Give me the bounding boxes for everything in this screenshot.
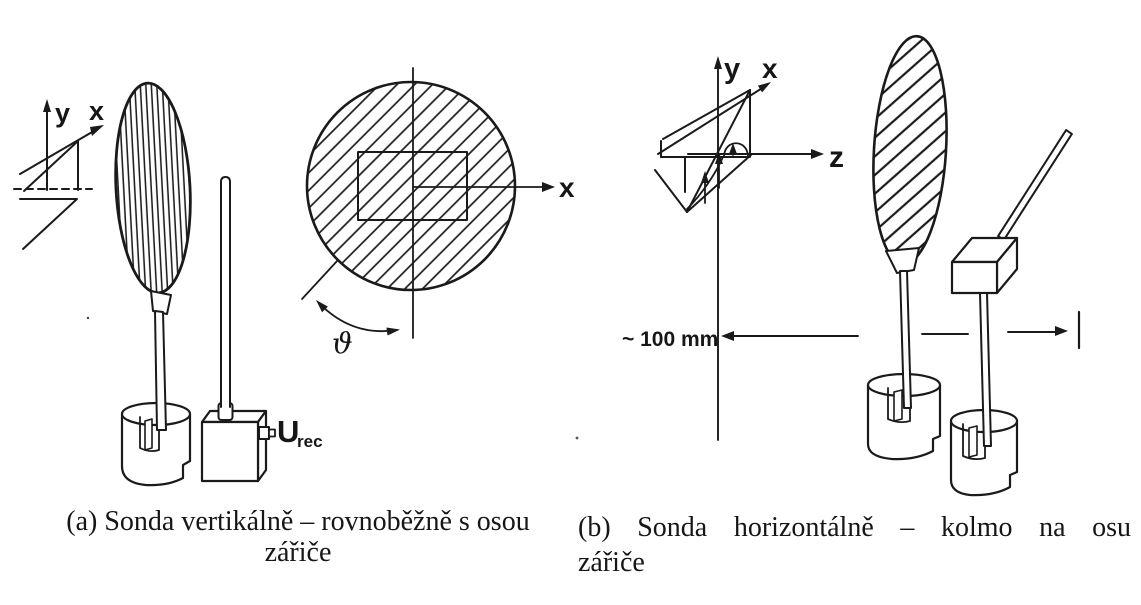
plane-x-label: x <box>559 172 575 203</box>
z-axis-arrowhead-b <box>811 149 824 159</box>
probe-rod-b <box>998 130 1072 240</box>
receiver-box-front-a <box>202 422 258 481</box>
axis-x-label-b: x <box>762 53 778 84</box>
u-rec-label-main: U <box>277 414 300 449</box>
connector-nub-a <box>269 430 275 437</box>
x-axis-arrowhead <box>90 125 104 136</box>
axis-y-label-b: y <box>724 53 741 85</box>
u-rec-label-sub: rec <box>297 432 323 451</box>
coord-sketch-a <box>14 96 104 249</box>
emitter-rod-a <box>155 311 166 430</box>
stand-slot-plate-a <box>145 419 152 450</box>
panel-b <box>576 34 1079 495</box>
theta-arc <box>319 303 397 331</box>
distance-label: ~ 100 mm <box>622 328 719 351</box>
dimension-100mm <box>622 312 1079 351</box>
axis-y-label-a: y <box>55 98 71 128</box>
axis-z-label-b: z <box>829 141 844 174</box>
probe-sketch-b <box>655 90 752 212</box>
dim-arrowhead-right <box>1055 326 1068 336</box>
emitter-assembly-b <box>867 34 953 459</box>
receiver-box-top-a <box>202 411 266 422</box>
disk-holder-a <box>151 291 171 314</box>
caption-a-line2: zářiče <box>264 537 332 568</box>
probe-assembly-a <box>202 177 323 481</box>
stand-slot-plate-b2 <box>969 426 977 457</box>
caption-b-line1: (b) Sonda horizontálně – kolmo na osu <box>578 512 1131 543</box>
caption-a <box>40 506 556 568</box>
caption-a-line1: (a) Sonda vertikálně – rovnoběžně s osou <box>66 506 530 537</box>
disk-holder-b <box>886 248 919 273</box>
dim-arrowhead-left <box>721 331 734 341</box>
probe-rod-a <box>221 177 230 407</box>
y-axis-arrowhead-b <box>714 56 722 69</box>
theta-arc-arrowhead-right <box>386 328 400 336</box>
theta-label: ϑ <box>332 326 353 360</box>
probe-assembly-b <box>951 130 1072 495</box>
wedge-lower-edge <box>20 199 77 249</box>
y-axis-arrowhead <box>43 99 51 112</box>
x-axis-line <box>20 128 99 174</box>
receiver-box-side-a <box>258 411 266 481</box>
rotation-radius-line <box>302 260 338 299</box>
emitter-disk-a <box>111 81 196 295</box>
caption-b-line2: zářiče <box>578 547 645 578</box>
caption-b <box>578 510 1131 580</box>
emitter-assembly-a <box>111 81 196 485</box>
connector-plug-a <box>259 427 269 439</box>
scan-speck <box>576 437 579 440</box>
scan-speck <box>87 317 89 319</box>
probe-box-front-b <box>952 262 997 293</box>
panel-a <box>14 68 575 485</box>
scan-plane-a <box>302 68 575 360</box>
emitter-disk-b <box>867 34 953 266</box>
wedge-v-left <box>655 170 687 212</box>
stand-slot-plate-b1 <box>894 390 902 421</box>
axis-x-label-a: x <box>89 96 105 126</box>
plane-x-arrowhead <box>542 182 555 192</box>
rotation-disk <box>307 82 515 290</box>
